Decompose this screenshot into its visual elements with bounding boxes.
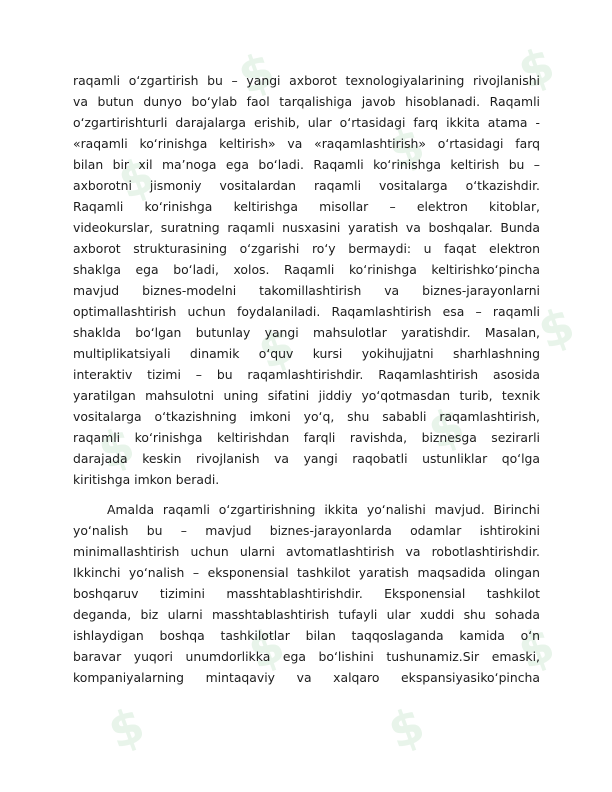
text-line: yo‘nalish bu – mavjud biznes-jarayonlarda odamlar ishtirokini [73, 523, 540, 538]
text-line: interaktiv tizimi – bu raqamlashtirishdir. Raqamlashtirish asosida [73, 367, 540, 382]
document-body [73, 70, 540, 688]
text-line: va butun dunyo bo‘ylab faol tarqalishiga javob hisoblanadi. Raqamli [73, 94, 540, 109]
text-line: raqamli o‘zgartirish bu – yangi axborot texnologiyalarining rivojlanishi [73, 73, 540, 88]
text-line: darajada keskin rivojlanish va yangi raqobatli ustunliklar qo‘lga [73, 451, 540, 466]
text-line: shaklda bo‘lgan butunlay yangi mahsulotlar yaratishdir. Masalan, [73, 325, 540, 340]
watermark-glyph: $ [531, 296, 582, 361]
watermark-glyph: $ [231, 41, 282, 106]
text-line: mavjud biznes-modelni takomillashtirish va biznes-jarayonlarni [73, 283, 540, 298]
paragraph-1 [73, 70, 540, 490]
text-line: yaratilgan mahsulotni uning sifatini jiddiy yo‘qotmasdan turib, texnik [73, 388, 540, 403]
watermark-glyph: $ [381, 696, 432, 761]
text-line: «raqamli ko‘rinishga keltirish» va «raqamlashtirish» o‘rtasidagi farq [73, 136, 540, 151]
text-line: o‘zgartirishturli darajalarga erishib, ular o‘rtasidagi farq ikkita atama - [73, 115, 540, 130]
text-line: kiritishga imkon beradi. [73, 472, 220, 487]
text-line: Amalda raqamli o‘zgartirishning ikkita yo‘nalishi mavjud. Birinchi [107, 502, 540, 517]
text-line: shaklga ega bo‘ladi, xolos. Raqamli ko‘rinishga keltirishko‘pincha [73, 262, 540, 277]
watermark-glyph: $ [241, 616, 292, 681]
watermark-glyph: $ [511, 616, 562, 681]
watermark-glyph: $ [111, 146, 162, 211]
text-line: Ikkinchi yo‘nalish – eksponensial tashkilot yaratish maqsadida olingan [73, 565, 540, 580]
text-line: boshqaruv tizimini masshtablashtirishdir. Eksponensial tashkilot [73, 586, 540, 601]
text-line: optimallashtirish uchun foydalaniladi. Raqamlashtirish esa – raqamli [73, 304, 540, 319]
text-line: vositalarga o‘tkazishning imkoni yo‘q, shu sababli raqamlashtirish, [73, 409, 540, 424]
watermark-glyph: $ [511, 36, 562, 101]
text-line: raqamli ko‘rinishga keltirishdan farqli ravishda, biznesga sezirarli [73, 430, 540, 445]
watermark-glyph: $ [101, 696, 152, 761]
text-line: bilan bir xil ma’noga ega bo‘ladi. Raqamli ko‘rinishga keltirish bu – [73, 157, 540, 172]
text-line: axborot strukturasining o‘zgarishi ro‘y bermaydi: u faqat elektron [73, 241, 540, 256]
watermark-glyph: $ [91, 416, 142, 481]
text-line: multiplikatsiyali dinamik o‘quv kursi yokihujjatni sharhlashning [73, 346, 540, 361]
text-line: kompaniyalarning mintaqaviy va xalqaro ekspansiyasiko‘pincha [73, 670, 540, 685]
text-line: deganda, biz ularni masshtablashtirish tufayli ular xuddi shu sohada [73, 607, 540, 622]
text-line: videokurslar, suratning raqamli nusxasini yaratish va boshqalar. Bunda [73, 220, 540, 235]
text-line: axborotni jismoniy vositalardan raqamli vositalarga o‘tkazishdir. [73, 178, 540, 193]
watermark-glyph: $ [381, 116, 432, 181]
text-line: baravar yuqori unumdorlikka ega bo‘lishini tushunamiz.Sir emaski, [73, 649, 540, 664]
watermark-glyph: $ [421, 396, 472, 461]
text-line: minimallashtirish uchun ularni avtomatlashtirish va robotlashtirishdir. [73, 544, 540, 559]
paragraph-2 [73, 499, 540, 688]
watermark-glyph: $ [251, 316, 302, 381]
text-line: ishlaydigan boshqa tashkilotlar bilan taqqoslaganda kamida o‘n [73, 628, 540, 643]
text-line: Raqamli ko‘rinishga keltirishga misollar – elektron kitoblar, [73, 199, 540, 214]
